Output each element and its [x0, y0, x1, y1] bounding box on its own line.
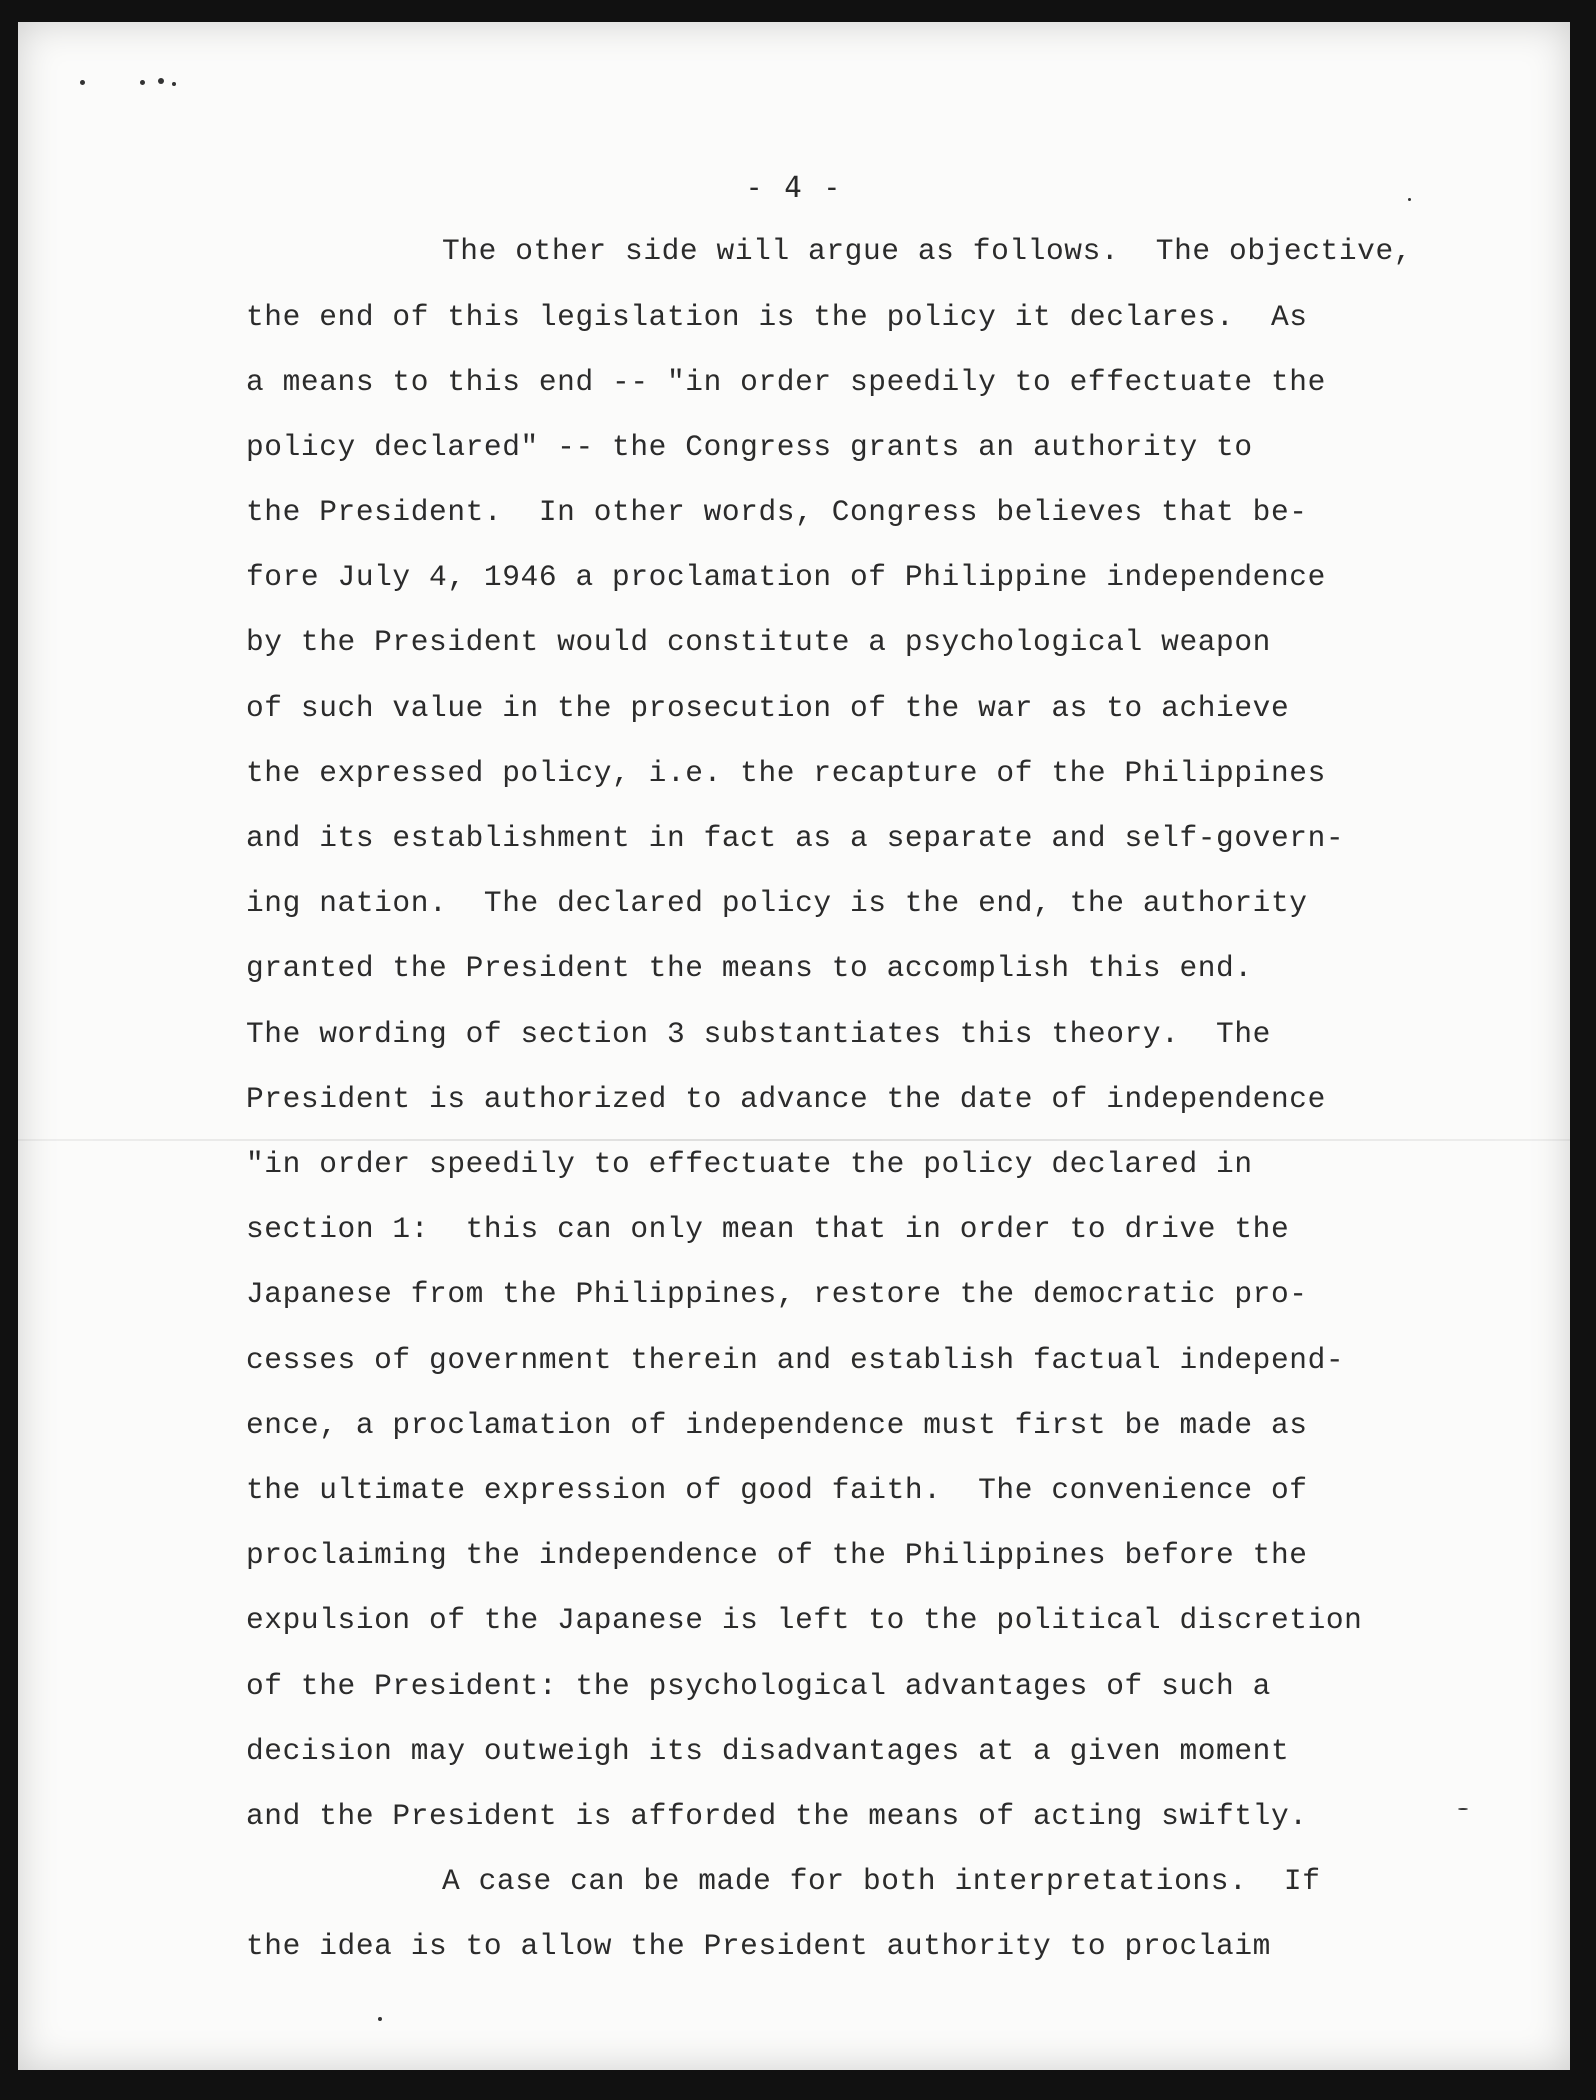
- text-line: the expressed policy, i.e. the recapture of the Philippines: [246, 756, 1326, 790]
- text-line: of the President: the psychological advantages of such a: [246, 1669, 1271, 1703]
- text-line: The other side will argue as follows. The objective,: [442, 234, 1413, 268]
- text-line: section 1: this can only mean that in order to drive the: [246, 1212, 1290, 1246]
- text-line: policy declared" -- the Congress grants an authority to: [246, 430, 1253, 464]
- text-line: the ultimate expression of good faith. The convenience of: [246, 1473, 1308, 1507]
- text-line: a means to this end -- "in order speedily to effectuate the: [246, 365, 1326, 399]
- paper-fold-line: [18, 1139, 1570, 1141]
- text-line: and its establishment in fact as a separate and self-govern-: [246, 821, 1345, 855]
- text-line: President is authorized to advance the date of independence: [246, 1082, 1326, 1116]
- text-line: Japanese from the Philippines, restore the democratic pro-: [246, 1277, 1308, 1311]
- text-line: ence, a proclamation of independence must first be made as: [246, 1408, 1308, 1442]
- text-line: decision may outweigh its disadvantages at a given moment: [246, 1734, 1290, 1768]
- text-line: expulsion of the Japanese is left to the political discretion: [246, 1603, 1363, 1637]
- text-line: by the President would constitute a psychological weapon: [246, 625, 1271, 659]
- text-line: of such value in the prosecution of the war as to achieve: [246, 691, 1290, 725]
- ink-speck: [172, 82, 176, 86]
- ink-speck: [158, 78, 164, 84]
- text-line: the President. In other words, Congress believes that be-: [246, 495, 1308, 529]
- text-line: and the President is afforded the means of acting swiftly.: [246, 1799, 1308, 1833]
- text-line: cesses of government therein and establish factual independ-: [246, 1343, 1345, 1377]
- ink-speck: [140, 80, 145, 85]
- ink-speck: [1458, 1808, 1468, 1810]
- text-line: ing nation. The declared policy is the end, the authority: [246, 886, 1308, 920]
- text-line: "in order speedily to effectuate the policy declared in: [246, 1147, 1253, 1181]
- text-line: granted the President the means to accomplish this end.: [246, 951, 1253, 985]
- text-line: fore July 4, 1946 a proclamation of Philippine independence: [246, 560, 1326, 594]
- ink-speck: [80, 80, 85, 85]
- text-line: The wording of section 3 substantiates this theory. The: [246, 1017, 1271, 1051]
- document-page: [18, 22, 1570, 2070]
- text-line: the end of this legislation is the policy it declares. As: [246, 300, 1308, 334]
- text-line: A case can be made for both interpretations. If: [442, 1864, 1321, 1898]
- ink-speck: [378, 2017, 382, 2021]
- text-line: the idea is to allow the President authority to proclaim: [246, 1929, 1271, 1963]
- text-line: proclaiming the independence of the Philippines before the: [246, 1538, 1308, 1572]
- page-number: - 4 -: [745, 170, 843, 204]
